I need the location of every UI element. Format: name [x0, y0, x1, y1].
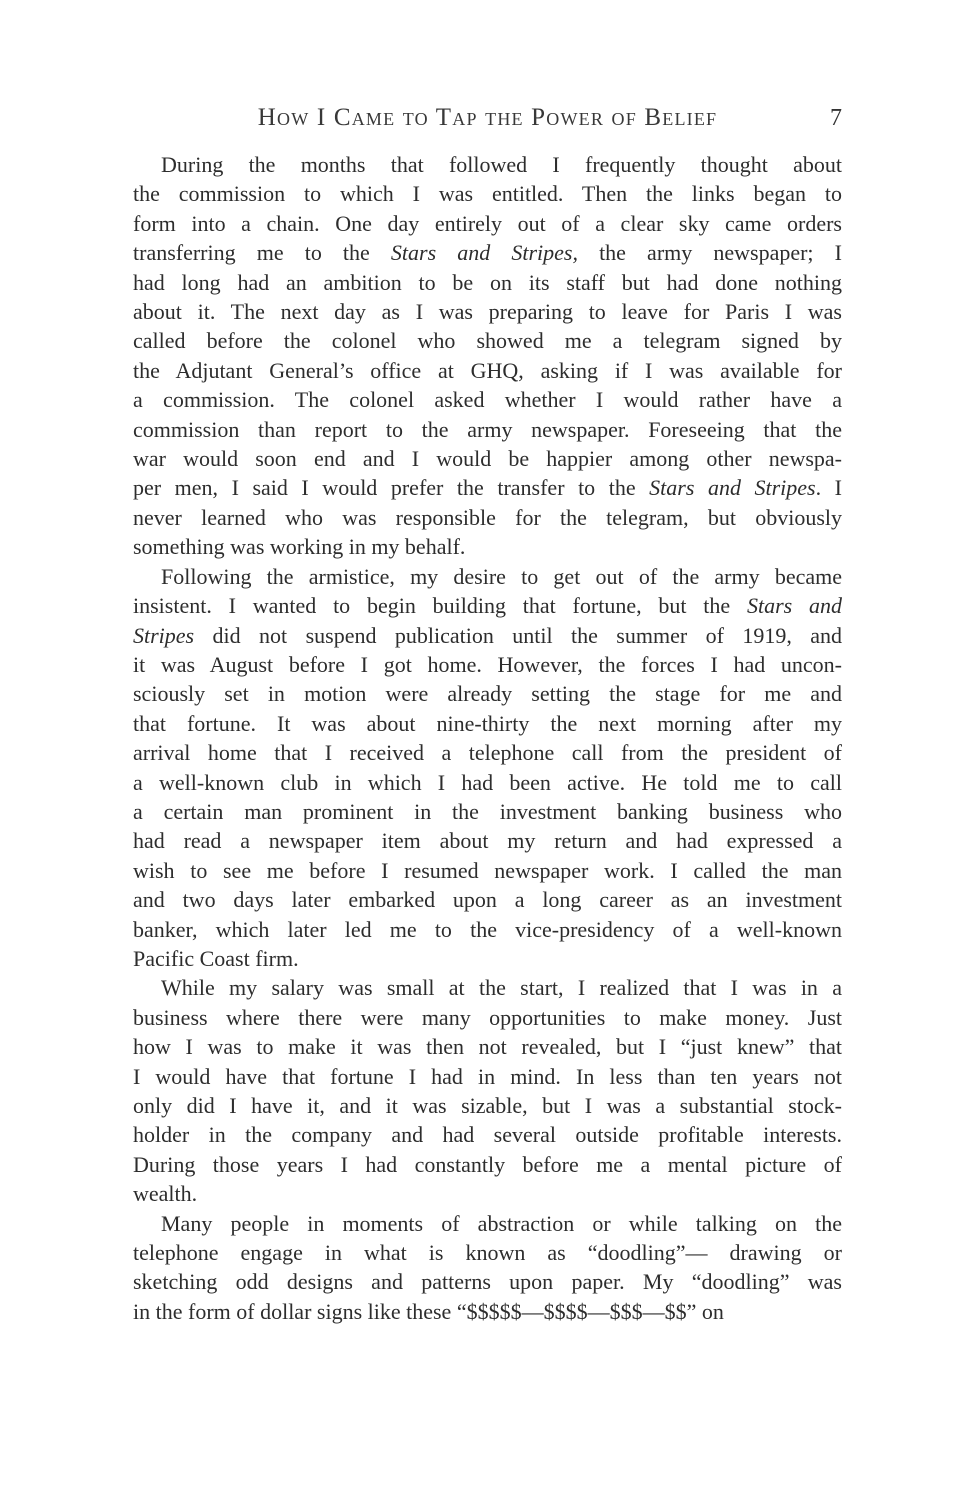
text-line — [133, 209, 842, 238]
text-line — [133, 738, 842, 767]
text-run: holder in the company and had several outside profitable interests. — [133, 1122, 842, 1148]
italic-run: Stars and Stripes, — [390, 240, 578, 266]
text-run: insistent. I wanted to begin building that fortune, but the — [133, 593, 747, 619]
text-line — [133, 973, 842, 1002]
text-run: sketching odd designs and patterns upon paper. My “doodling” was — [133, 1269, 842, 1295]
text-run: transferring me to the — [133, 240, 391, 266]
paragraph — [133, 150, 842, 562]
text-line — [133, 591, 842, 620]
text-line — [133, 562, 842, 591]
text-line — [133, 415, 842, 444]
body-text — [133, 150, 842, 1326]
text-run: wealth. — [133, 1181, 198, 1207]
text-line — [133, 679, 842, 708]
text-run: commission than report to the army newspaper. Foreseeing that the — [133, 416, 842, 442]
text-run: never learned who was responsible for the telegram, but obviously — [133, 504, 842, 530]
text-run: sciously set in motion were already setting the stage for me and — [133, 681, 842, 707]
text-line — [133, 385, 842, 414]
text-run: banker, which later led me to the vice-presidency of a well-known — [133, 916, 842, 942]
text-line — [133, 650, 842, 679]
text-run: called before the colonel who showed me a telegram signed by — [133, 328, 842, 354]
text-line — [133, 1150, 842, 1179]
text-line — [133, 503, 842, 532]
text-run: Many people in moments of abstraction or while talking on the — [161, 1210, 842, 1236]
text-run: and two days later embarked upon a long career as an investment — [133, 887, 842, 913]
text-run: that fortune. It was about nine-thirty the next morning after my — [133, 710, 842, 736]
paragraph — [133, 562, 842, 974]
text-run: how I was to make it was then not revealed, but I “just knew” that — [133, 1034, 842, 1060]
text-run: it was August before I got home. However, the forces I had uncon- — [133, 651, 842, 677]
text-run: Pacific Coast firm. — [133, 945, 299, 971]
text-line — [133, 268, 842, 297]
text-line — [133, 326, 842, 355]
text-line — [133, 473, 842, 502]
text-line — [133, 797, 842, 826]
text-line — [133, 768, 842, 797]
text-line — [133, 1091, 842, 1120]
text-run: Following the armistice, my desire to get out of the army became — [161, 563, 842, 589]
text-run: . I — [815, 475, 842, 501]
italic-run: Stripes — [133, 622, 195, 648]
text-line — [133, 621, 842, 650]
text-run: During those years I had constantly before me a mental picture of — [133, 1151, 842, 1177]
text-line — [133, 826, 842, 855]
text-line — [133, 1062, 842, 1091]
text-run: arrival home that I received a telephone call from the president of — [133, 740, 842, 766]
text-line — [133, 150, 842, 179]
text-run: While my salary was small at the start, I realized that I was in a — [161, 975, 842, 1001]
italic-run: Stars and Stripes — [649, 475, 816, 501]
text-run: in the form of dollar signs like these “$$$$$—$$$$—$$$—$$” on — [133, 1298, 724, 1324]
text-run: business where there were many opportunities to make money. Just — [133, 1004, 842, 1030]
text-run: the army newspaper; I — [577, 240, 842, 266]
text-line — [133, 179, 842, 208]
text-line — [133, 1032, 842, 1061]
text-line — [133, 944, 842, 973]
text-run: wish to see me before I resumed newspaper work. I called the man — [133, 857, 842, 883]
text-line — [133, 709, 842, 738]
text-run: had long had an ambition to be on its staff but had done nothing — [133, 269, 842, 295]
text-run: only did I have it, and it was sizable, but I was a substantial stock- — [133, 1093, 842, 1118]
page-header — [133, 104, 842, 132]
text-line — [133, 1297, 842, 1326]
text-run: During the months that followed I frequently thought about — [161, 152, 842, 177]
text-line — [133, 1238, 842, 1267]
text-run: something was working in my behalf. — [133, 534, 466, 560]
text-line — [133, 356, 842, 385]
text-line — [133, 1003, 842, 1032]
text-run: the Adjutant General’s office at GHQ, asking if I was available for — [133, 357, 842, 383]
text-line — [133, 885, 842, 914]
text-line — [133, 915, 842, 944]
text-line — [133, 1120, 842, 1149]
paragraph — [133, 1209, 842, 1327]
text-run: telephone engage in what is known as “doodling”— drawing or — [133, 1240, 842, 1266]
text-line — [133, 532, 842, 561]
italic-run: Stars and — [746, 593, 842, 619]
text-line — [133, 444, 842, 473]
text-run: per men, I said I would prefer the transfer to the — [133, 475, 650, 501]
text-line — [133, 238, 842, 267]
text-run: a commission. The colonel asked whether I would rather have a — [133, 387, 842, 413]
text-run: the commission to which I was entitled. Then the links began to — [133, 181, 842, 207]
text-run: about it. The next day as I was preparing to leave for Paris I was — [133, 299, 842, 325]
paragraph — [133, 973, 842, 1208]
text-run: a certain man prominent in the investment banking business who — [133, 798, 842, 824]
text-run: a well-known club in which I had been active. He told me to call — [133, 769, 842, 795]
text-run: form into a chain. One day entirely out of a clear sky came orders — [133, 210, 842, 236]
text-run: I would have that fortune I had in mind. In less than ten years not — [133, 1063, 842, 1089]
text-run: had read a newspaper item about my return and had expressed a — [133, 828, 842, 854]
running-head-title: How I Came to Tap the Power of Belief — [257, 104, 718, 131]
text-line — [133, 297, 842, 326]
text-line — [133, 1209, 842, 1238]
text-run: war would soon end and I would be happier among other newspa- — [133, 446, 842, 472]
page-number: 7 — [830, 105, 842, 131]
text-line — [133, 856, 842, 885]
text-line — [133, 1267, 842, 1296]
text-line — [133, 1179, 842, 1208]
text-run: did not suspend publication until the summer of 1919, and — [194, 622, 842, 648]
